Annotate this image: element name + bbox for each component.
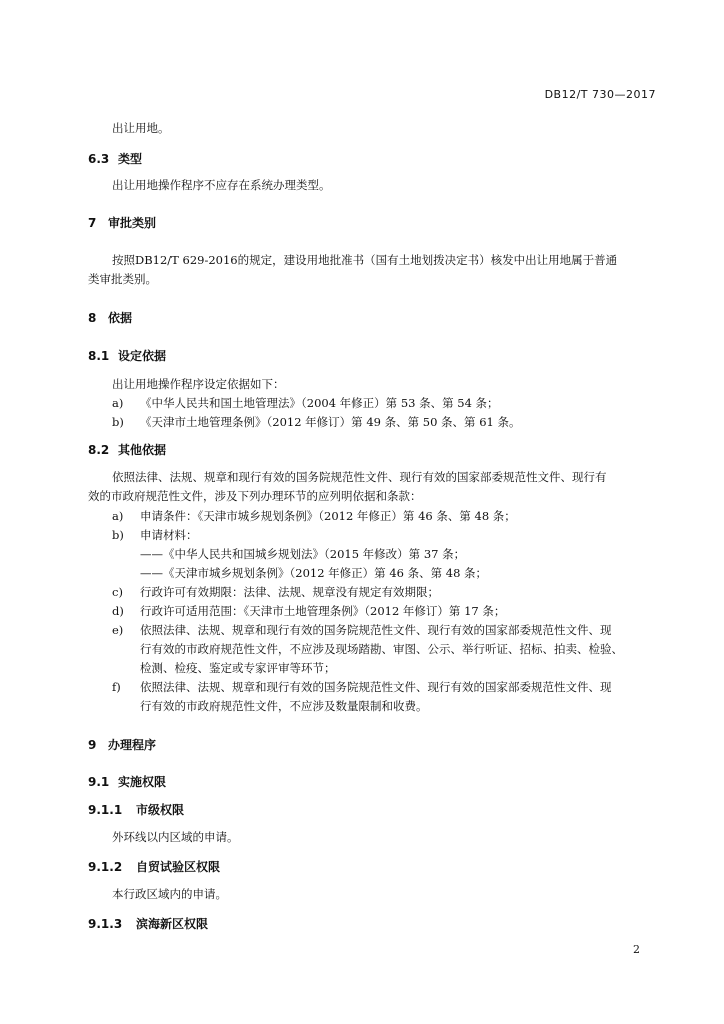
list-text: 行政许可适用范围：《天津市土地管理条例》（2012 年修订）第 17 条； [140, 604, 506, 618]
section-title: 设定依据 [118, 349, 167, 363]
list-text: 《天津市土地管理条例》（2012 年修订）第 49 条、第 50 条、第 61 条。 [140, 415, 521, 429]
section-title: 市级权限 [136, 803, 185, 817]
paragraph-line: 按照DB12/T 629-2016的规定，建设用地批准书（国有土地划拨决定书）核发中出让用地属于普通 [112, 253, 618, 267]
section-heading-9 [88, 736, 156, 753]
section-heading-9-1 [88, 773, 166, 790]
paragraph: 外环线以内区域的申请。 [112, 830, 239, 844]
list-text: 申请材料： [140, 528, 198, 542]
sub-list-item: ——《中华人民共和国城乡规划法》（2015 年修改）第 37 条； [140, 547, 466, 561]
section-heading-8 [88, 309, 132, 326]
list-label: d) [112, 604, 124, 618]
list-label: b) [112, 415, 124, 429]
list-label: e) [112, 623, 124, 637]
section-heading-7 [88, 214, 156, 231]
paragraph-line: 依照法律、法规、规章和现行有效的国务院规范性文件、现行有效的国家部委规范性文件、现行有 [112, 470, 607, 484]
paragraph-line: 类审批类别。 [88, 272, 157, 286]
list-text-continuation: 行有效的市政府规范性文件，不应涉及现场踏勘、审图、公示、举行听证、招标、拍卖、检验、 [140, 642, 623, 656]
section-title: 办理程序 [108, 738, 157, 752]
paragraph-line: 效的市政府规范性文件，涉及下列办理环节的应列明依据和条款： [88, 489, 422, 503]
section-number: 7 [88, 216, 97, 230]
list-text: 申请条件：《天津市城乡规划条例》（2012 年修正）第 46 条、第 48 条； [140, 509, 516, 523]
list-label: a) [112, 396, 124, 410]
paragraph: 出让用地。 [112, 121, 170, 135]
section-number: 8.1 [88, 349, 110, 363]
list-item [112, 679, 612, 695]
section-heading-6-3 [88, 150, 142, 167]
list-label: f) [112, 680, 121, 694]
list-text-continuation: 检测、检疫、鉴定或专家评审等环节； [140, 661, 336, 675]
paragraph: 出让用地操作程序不应存在系统办理类型。 [112, 178, 331, 192]
list-text: 行政许可有效期限：法律、法规、规章没有规定有效期限； [140, 585, 439, 599]
list-item [112, 527, 198, 543]
section-title: 实施权限 [118, 775, 167, 789]
document-code-header: DB12/T 730—2017 [544, 88, 656, 101]
section-number: 9 [88, 738, 97, 752]
section-heading-9-1-1 [88, 801, 184, 818]
section-title: 自贸试验区权限 [136, 860, 221, 874]
paragraph: 本行政区域内的申请。 [112, 887, 227, 901]
list-text-continuation: 行有效的市政府规范性文件，不应涉及数量限制和收费。 [140, 699, 428, 713]
section-number: 8 [88, 311, 97, 325]
section-heading-9-1-2 [88, 858, 220, 875]
section-title: 审批类别 [108, 216, 157, 230]
list-text: 《中华人民共和国土地管理法》（2004 年修正）第 53 条、第 54 条； [140, 396, 499, 410]
section-number: 9.1.3 [88, 917, 123, 931]
list-item [112, 395, 499, 411]
section-title: 依据 [108, 311, 133, 325]
sub-list-item: ——《天津市城乡规划条例》（2012 年修正）第 46 条、第 48 条； [140, 566, 488, 580]
list-label: b) [112, 528, 124, 542]
section-heading-8-2 [88, 441, 166, 458]
section-heading-9-1-3 [88, 915, 208, 932]
list-text: 依照法律、法规、规章和现行有效的国务院规范性文件、现行有效的国家部委规范性文件、现 [140, 680, 612, 694]
list-label: a) [112, 509, 124, 523]
section-title: 其他依据 [118, 443, 167, 457]
page-number: 2 [633, 943, 640, 956]
paragraph: 出让用地操作程序设定依据如下： [112, 377, 285, 391]
section-number: 9.1 [88, 775, 110, 789]
section-number: 6.3 [88, 152, 110, 166]
section-number: 9.1.2 [88, 860, 123, 874]
list-item [112, 584, 439, 600]
list-label: c) [112, 585, 123, 599]
list-item [112, 414, 521, 430]
section-number: 9.1.1 [88, 803, 123, 817]
list-item [112, 603, 505, 619]
list-item [112, 622, 612, 638]
section-number: 8.2 [88, 443, 110, 457]
list-text: 依照法律、法规、规章和现行有效的国务院规范性文件、现行有效的国家部委规范性文件、现 [140, 623, 612, 637]
section-title: 类型 [118, 152, 143, 166]
section-title: 滨海新区权限 [136, 917, 209, 931]
section-heading-8-1 [88, 347, 166, 364]
list-item [112, 508, 516, 524]
